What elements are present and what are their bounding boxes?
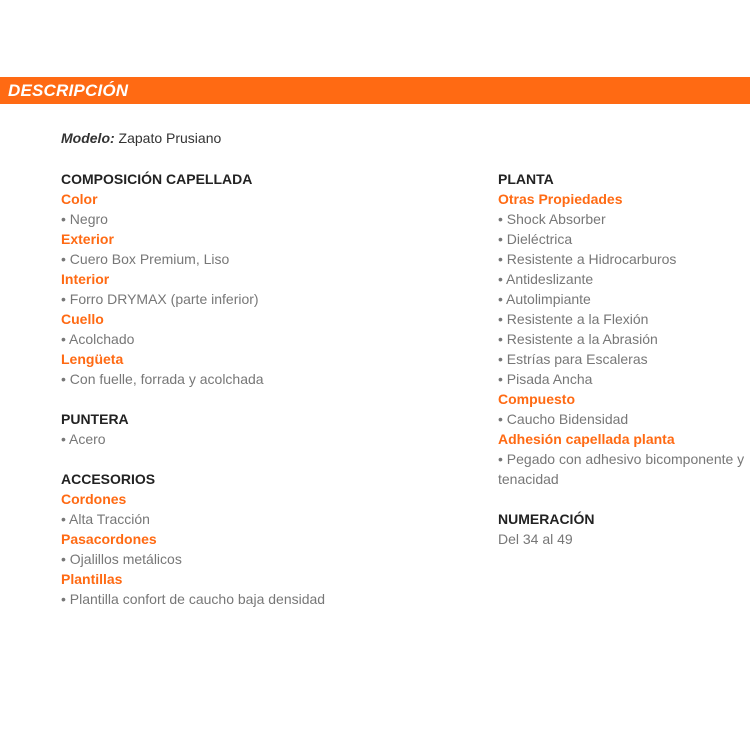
subheading-cuello: Cuello	[61, 311, 104, 327]
list-item: • Acolchado	[61, 331, 135, 347]
list-item: • Dieléctrica	[498, 231, 573, 247]
subheading-compuesto: Compuesto	[498, 391, 575, 407]
subheading-cordones: Cordones	[61, 491, 127, 507]
subheading-interior: Interior	[61, 271, 110, 287]
list-item: • Cuero Box Premium, Liso	[61, 251, 230, 267]
list-item: • Negro	[61, 211, 108, 227]
subheading-otras-propiedades: Otras Propiedades	[498, 191, 623, 207]
section-heading-puntera: PUNTERA	[61, 411, 129, 427]
subheading-color: Color	[61, 191, 98, 207]
list-item: • Alta Tracción	[61, 511, 150, 527]
list-item: • Antideslizante	[498, 271, 594, 287]
model-label: Modelo:	[61, 130, 115, 146]
list-item: • Con fuelle, forrada y acolchada	[61, 371, 264, 387]
list-item: • Estrías para Escaleras	[498, 351, 648, 367]
list-item: • Pisada Ancha	[498, 371, 593, 387]
section-heading-accesorios: ACCESORIOS	[61, 471, 156, 487]
list-item: • Acero	[61, 431, 106, 447]
list-item: • Plantilla confort de caucho baja densidad	[61, 591, 326, 607]
section-heading-planta: PLANTA	[498, 171, 554, 187]
right-column	[498, 169, 750, 549]
list-item: • Resistente a Hidrocarburos	[498, 251, 677, 267]
subheading-lengueta: Lengüeta	[61, 351, 124, 367]
list-item: • Resistente a la Flexión	[498, 311, 649, 327]
subheading-plantillas: Plantillas	[61, 571, 123, 587]
section-heading-numeracion: NUMERACIÓN	[498, 511, 595, 527]
description-banner	[0, 77, 750, 104]
list-item: • Resistente a la Abrasión	[498, 331, 658, 347]
section-heading-composicion: COMPOSICIÓN CAPELLADA	[61, 171, 253, 187]
list-item: • Forro DRYMAX (parte inferior)	[61, 291, 259, 307]
banner-title: DESCRIPCIÓN	[8, 81, 129, 100]
subheading-exterior: Exterior	[61, 231, 114, 247]
subheading-pasacordones: Pasacordones	[61, 531, 157, 547]
spacer	[61, 449, 461, 469]
model-line	[61, 129, 221, 147]
list-item: • Autolimpiante	[498, 291, 591, 307]
spacer	[61, 389, 461, 409]
left-column	[61, 169, 461, 609]
model-value: Zapato Prusiano	[114, 130, 222, 146]
list-item: • Caucho Bidensidad	[498, 411, 629, 427]
spacer	[498, 489, 750, 509]
subheading-adhesion: Adhesión capellada planta	[498, 431, 675, 447]
list-item: • Ojalillos metálicos	[61, 551, 182, 567]
size-range: Del 34 al 49	[498, 531, 573, 547]
list-item: • Shock Absorber	[498, 211, 606, 227]
list-item: • Pegado con adhesivo bicomponente y tenacidad	[498, 451, 745, 487]
